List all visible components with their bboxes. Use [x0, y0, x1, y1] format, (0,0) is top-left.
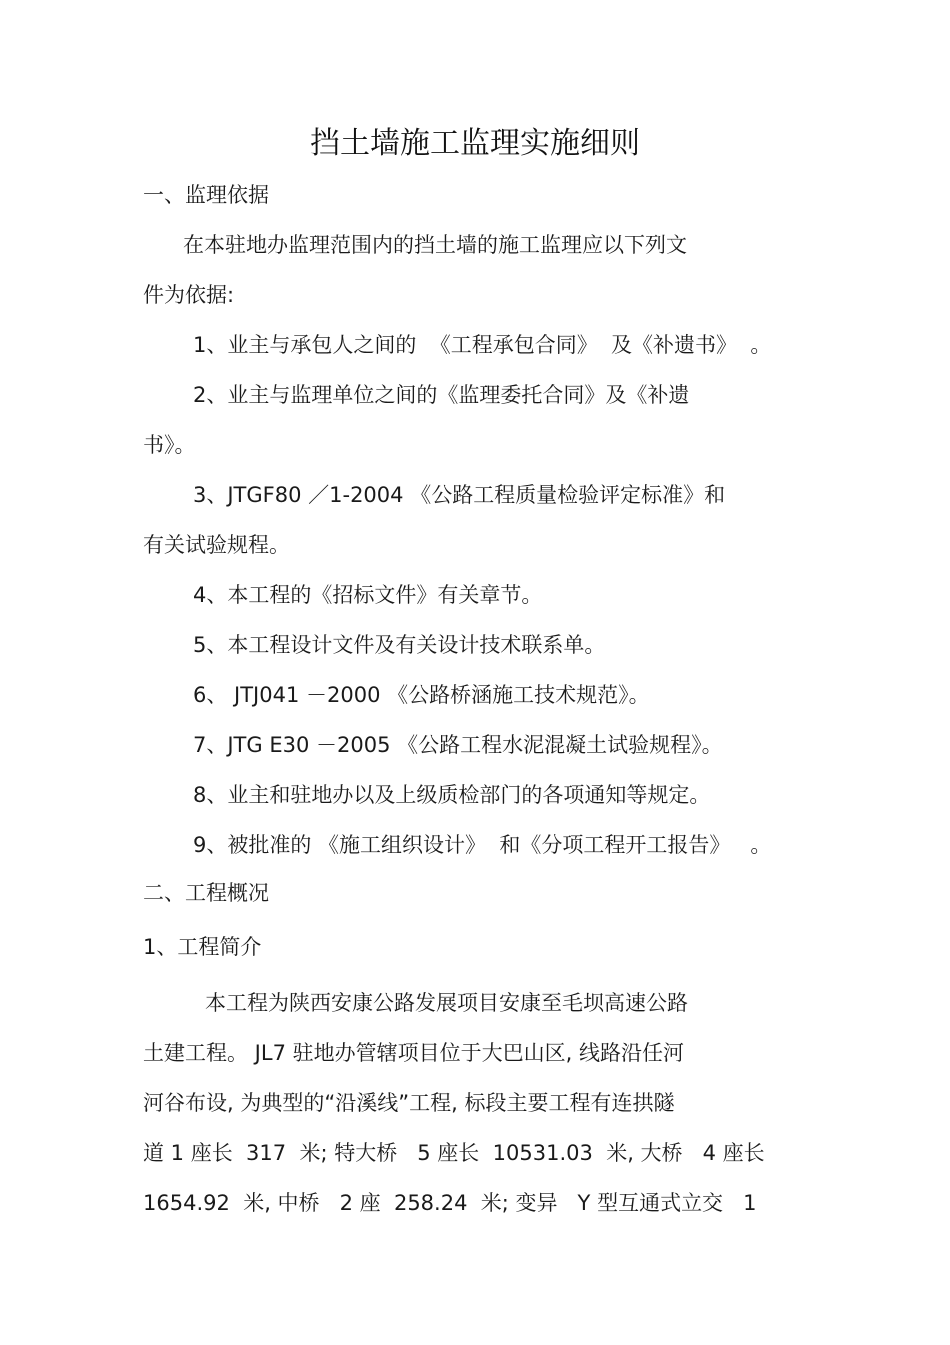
list-item-continuation: 有关试验规程。	[143, 533, 290, 557]
list-item: 1、业主与承包人之间的 《工程承包合同》 及《补遗书》 。	[193, 333, 772, 357]
paragraph-line: 件为依据:	[143, 283, 235, 307]
subsection-heading: 1、工程简介	[143, 935, 262, 959]
list-item: 3、JTGF80 ／1-2004 《公路工程质量检验评定标准》和	[193, 483, 726, 507]
document-title: 挡土墙施工监理实施细则	[310, 126, 640, 161]
list-item: 5、本工程设计文件及有关设计技术联系单。	[193, 633, 606, 657]
paragraph-line: 道 1 座长 317 米; 特大桥 5 座长 10531.03 米, 大桥 4 座长	[143, 1141, 765, 1165]
list-item: 9、被批准的 《施工组织设计》 和《分项工程开工报告》 。	[193, 833, 772, 857]
list-item: 8、业主和驻地办以及上级质检部门的各项通知等规定。	[193, 783, 711, 807]
section-heading: 一、监理依据	[143, 183, 269, 207]
list-item: 2、业主与监理单位之间的《监理委托合同》及《补遗	[193, 383, 690, 407]
paragraph-line: 河谷布设, 为典型的“沿溪线”工程, 标段主要工程有连拱隧	[143, 1091, 675, 1115]
paragraph-line: 在本驻地办监理范围内的挡土墙的施工监理应以下列文	[183, 233, 687, 257]
paragraph-line: 土建工程。 JL7 驻地办管辖项目位于大巴山区, 线路沿任河	[143, 1041, 684, 1065]
paragraph-line: 本工程为陕西安康公路发展项目安康至毛坝高速公路	[205, 991, 688, 1015]
list-item: 4、本工程的《招标文件》有关章节。	[193, 583, 543, 607]
list-item: 7、JTG E30 －2005 《公路工程水泥混凝土试验规程》。	[193, 733, 723, 757]
section-heading: 二、工程概况	[143, 881, 269, 905]
paragraph-line: 1654.92 米, 中桥 2 座 258.24 米; 变异 Y 型互通式立交 1	[143, 1191, 757, 1215]
list-item-continuation: 书》。	[143, 433, 196, 457]
list-item: 6、 JTJ041 －2000 《公路桥涵施工技术规范》。	[193, 683, 650, 707]
